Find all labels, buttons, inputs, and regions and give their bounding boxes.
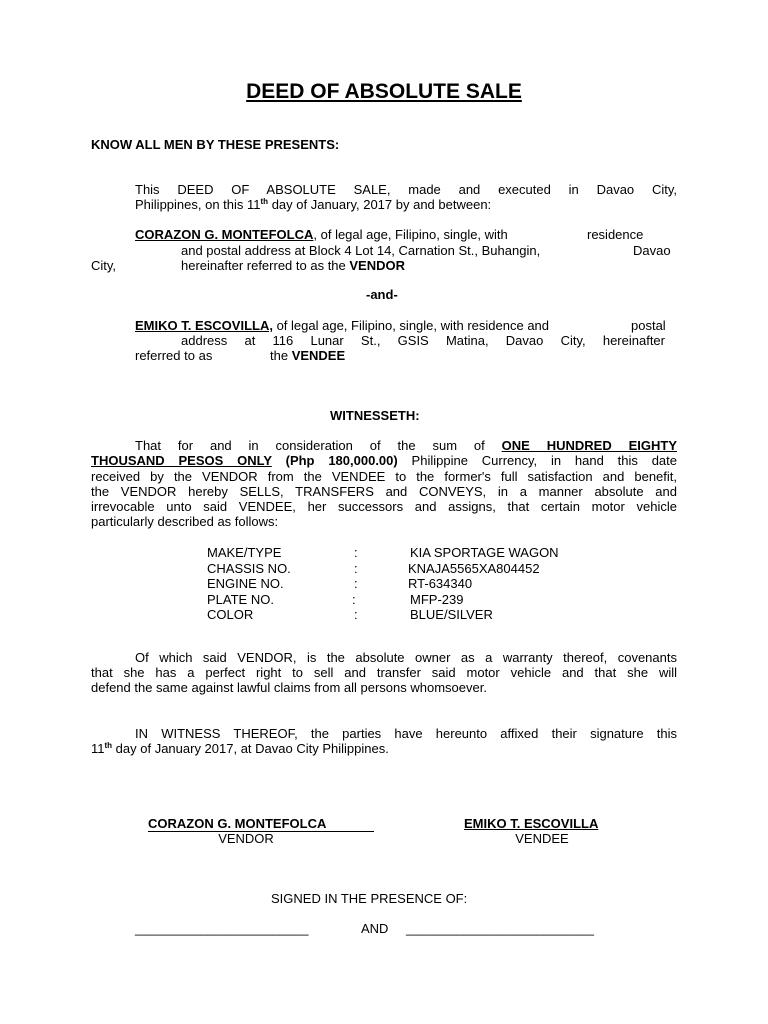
vendor-name: CORAZON G. MONTEFOLCA [135, 227, 314, 242]
consideration-line-6: particularly described as follows: [91, 514, 279, 529]
presence-label: SIGNED IN THE PRESENCE OF: [271, 891, 468, 906]
vendee-line-1: EMIKO T. ESCOVILLA, of legal age, Filipino, single, with residence and [135, 318, 550, 333]
consideration-line-1: That for and in consideration of the sum of ONE HUNDRED EIGHTY [135, 438, 678, 453]
ownership-line-1: Of which said VENDOR, is the absolute owner as a warranty thereof, covenants [135, 650, 677, 665]
vendor-line-3-start: City, [91, 258, 117, 273]
vendee-role: VENDEE [291, 348, 346, 363]
vendor-line-2: and postal address at Block 4 Lot 14, Carnation St., Buhangin, [181, 243, 541, 258]
vendee-line-3: the VENDEE [270, 348, 346, 363]
document-title: DEED OF ABSOLUTE SALE [246, 80, 522, 103]
consideration-line-4: the VENDOR hereby SELLS, TRANSFERS and CONVEYS, in a manner absolute and [91, 484, 677, 499]
vendor-line-2-end: Davao [633, 243, 671, 258]
deed-page: DEED OF ABSOLUTE SALE KNOW ALL MEN BY THESE PRESENTS: This DEED OF ABSOLUTE SALE, made and executed in Davao City, Philippines, on this 11th day of January, 2017 by and between: CORAZON G. MONTEFOLCA, of legal age, Filipino, single, with residence and postal address at Block 4 Lot 14, Carnation St., Buhangin, Davao City, hereinafter referred to as the VENDOR -and- EMIKO T. ESCOVILLA, of legal age, Filipino, single, with residence and postal address at 116 Lunar St., GSIS Matina, Davao City, hereinafter referred to as the VENDEE WITNESSETH: That for and in consideration of the sum of ONE HUNDRED EIGHTY THOUSAND PESOS ONLY (Php 180,000.00) Philippine Currency, in hand this date received by the VENDOR from the VENDEE to the former's full satisfaction and benefit, the VENDOR hereby SELLS, TRANSFERS and CONVEYS, in a manner absolute and irrevocable unto said VENDEE, her successors and assigns, that certain motor vehicle particularly described as follows: MAKE/TYPE : KIA SPORTAGE WAGON CHASSIS NO. : KNAJA5565XA804452 ENGINE NO. : RT-634340 PLATE NO. : MFP-239 COLOR : BLUE/SILVER Of which said VENDOR, is the absolute owner as a warranty thereof, covenants that she has a perfect right to sell and transfer said motor vehicle and that she will defend the same against lawful claims from all persons whomsoever. IN WITNESS THEREOF, the parties have hereunto affixed their signature this 11th day of January 2017, at Davao City Philippines. CORAZON G. MONTEFOLCA VENDOR EMIKO T. ESCOVILLA VENDEE SIGNED IN THE PRESENCE OF: ________________________ AND __________________________ [0, 0, 768, 1024]
witness-line-right: __________________________ [406, 921, 594, 936]
vendor-signature-name: CORAZON G. MONTEFOLCA [148, 816, 374, 832]
vendee-signature-role: VENDEE [515, 831, 569, 846]
vendee-name: EMIKO T. ESCOVILLA, [135, 318, 273, 333]
ownership-line-3: defend the same against lawful claims from all persons whomsoever. [91, 680, 487, 695]
know-all-heading: KNOW ALL MEN BY THESE PRESENTS: [91, 137, 340, 152]
witness-clause-line-1: IN WITNESS THEREOF, the parties have hereunto affixed their signature this [135, 726, 677, 741]
vendee-line-3-start: referred to as [135, 348, 213, 363]
vendee-line-1-end: postal [631, 318, 666, 333]
witness-line-left: ________________________ [135, 921, 309, 936]
consideration-line-5: irrevocable unto said VENDEE, her successors and assigns, that certain motor vehicle [91, 499, 677, 514]
consideration-line-3: received by the VENDOR from the VENDEE to the former's full satisfaction and benefit, [91, 469, 677, 484]
consideration-line-2: THOUSAND PESOS ONLY (Php 180,000.00) Philippine Currency, in hand this date [91, 453, 678, 468]
vendee-line-2: address at 116 Lunar St., GSIS Matina, Davao City, hereinafter [181, 333, 665, 348]
vendor-line-1-end: residence [587, 227, 644, 242]
vendor-signature-role: VENDOR [218, 831, 274, 846]
vendor-role: VENDOR [349, 258, 405, 273]
and-separator: -and- [366, 287, 398, 302]
vendor-line-3: hereinafter referred to as the VENDOR [181, 258, 405, 273]
intro-line-2: Philippines, on this 11th day of January, 2017 by and between: [135, 197, 492, 212]
witnesseth-heading: WITNESSETH: [330, 408, 420, 423]
presence-and: AND [361, 921, 389, 936]
intro-line-1: This DEED OF ABSOLUTE SALE, made and executed in Davao City, [135, 182, 677, 197]
ownership-line-2: that she has a perfect right to sell and transfer said motor vehicle and that she will [91, 665, 677, 680]
vendor-line-1: CORAZON G. MONTEFOLCA, of legal age, Filipino, single, with [135, 227, 508, 242]
vendee-signature-name: EMIKO T. ESCOVILLA [464, 816, 599, 831]
witness-clause-line-2: 11th day of January 2017, at Davao City Philippines. [91, 741, 389, 756]
